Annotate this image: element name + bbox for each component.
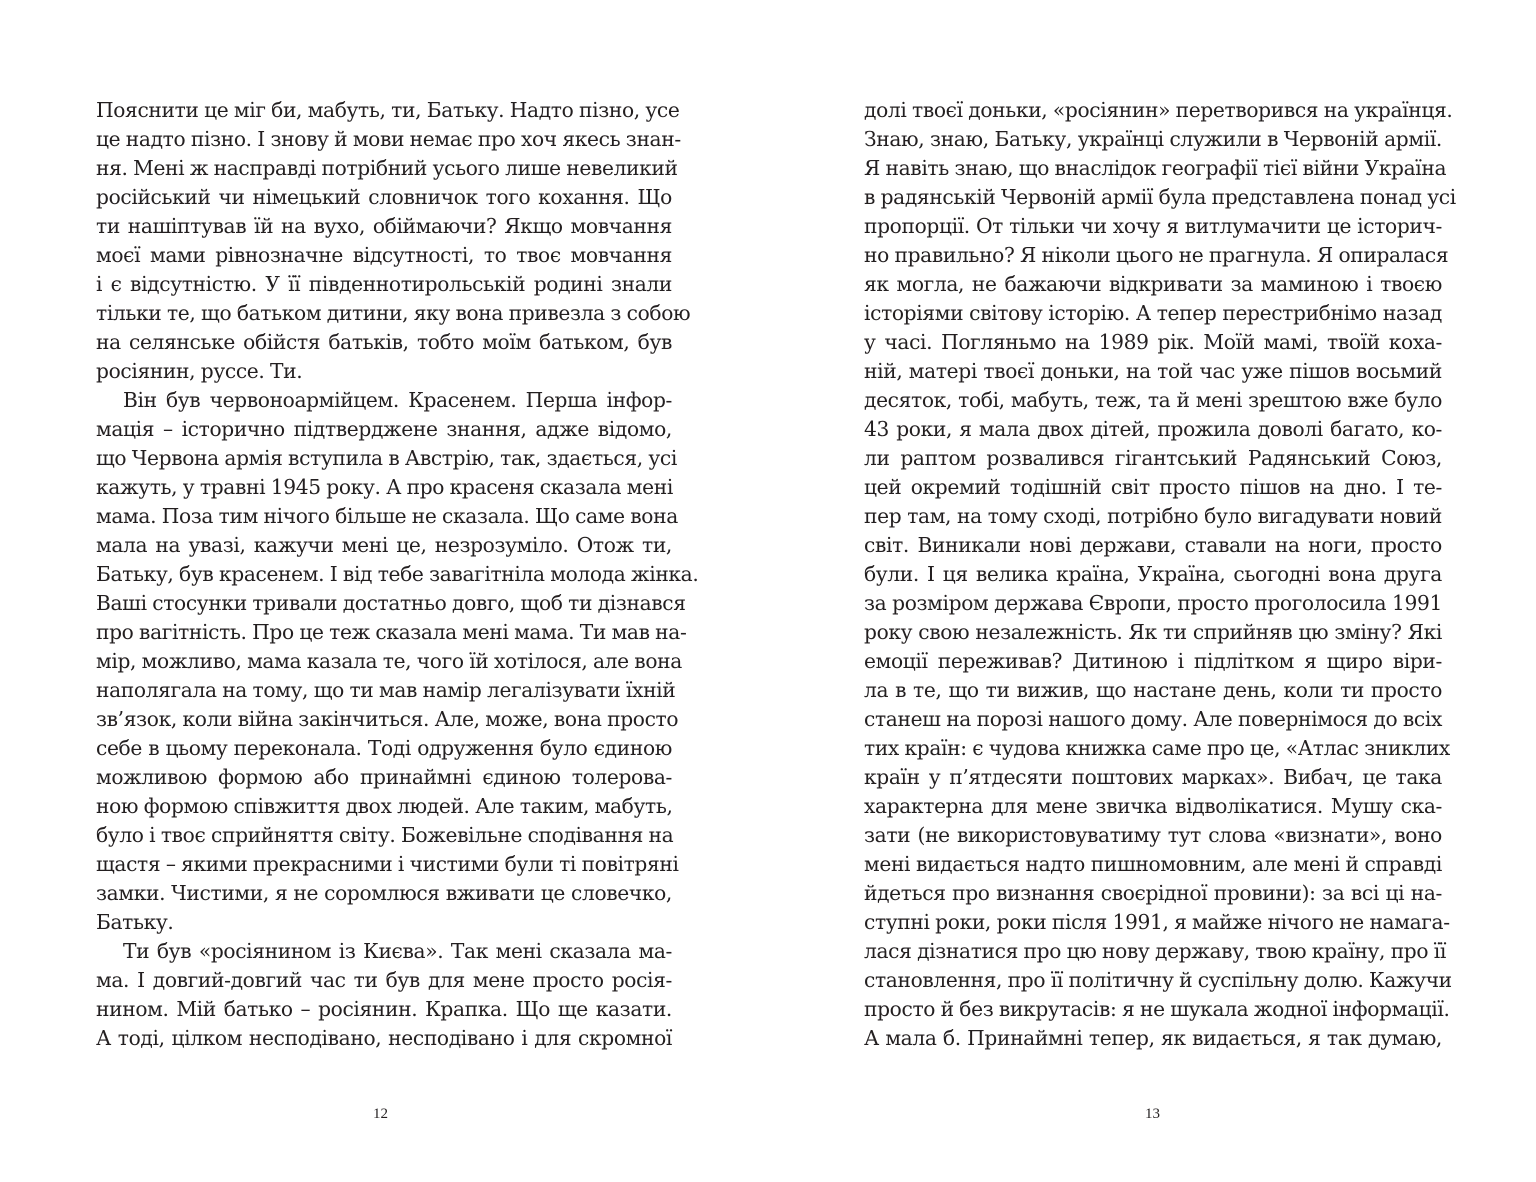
text-line: моєї мами рівнозначне відсутності, то твоє мовчання	[96, 243, 672, 267]
text-line: Він був червоноармійцем. Красенем. Перша інфор-	[123, 388, 672, 412]
text-line: мір, можливо, мама казала те, чого їй хотілося, але вона	[96, 649, 682, 673]
text-line: що Червона армія вступила в Австрію, так, здається, усі	[96, 446, 677, 470]
text-line: А тоді, цілком несподівано, несподівано і для скромної	[96, 1026, 672, 1050]
text-line: були. І ця велика країна, Україна, сьогодні вона друга	[864, 562, 1442, 586]
text-line: становлення, про її політичну й суспільну долю. Кажучи	[864, 968, 1452, 992]
text-line: себе в цьому переконала. Тоді одруження було єдиною	[96, 736, 672, 760]
text-line: історіями світову історію. А тепер перестрибнімо назад	[864, 301, 1442, 325]
text-line: щастя – якими прекрасними і чистими були ті повітряні	[96, 852, 679, 876]
text-line: кажуть, у травні 1945 року. А про красеня сказала мені	[96, 475, 673, 499]
text-line: пропорції. От тільки чи хочу я витлумачити це історич-	[864, 214, 1442, 238]
text-line: світ. Виникали нові держави, ставали на ноги, просто	[864, 533, 1442, 557]
text-line: но правильно? Я ніколи цього не прагнула. Я опиралася	[864, 243, 1449, 267]
text-line: ня. Мені ж насправді потрібний усього лише невеликий	[96, 156, 678, 180]
text-line: мені видається надто пишномовним, але мені й справді	[864, 852, 1442, 876]
text-line: ти нашіптував їй на вухо, обіймаючи? Якщо мовчання	[96, 214, 672, 238]
text-line: ма. І довгий-довгий час ти був для мене просто росія-	[96, 968, 672, 992]
text-line: А мала б. Принаймні тепер, як видається, я так думаю,	[864, 1026, 1442, 1050]
text-line: мама. Поза тим нічого більше не сказала. Що саме вона	[96, 504, 678, 528]
text-line: нином. Мій батько – росіянин. Крапка. Що ще казати.	[96, 997, 672, 1021]
right-page	[768, 0, 1536, 1182]
text-line: наполягала на тому, що ти мав намір легалізувати їхній	[96, 678, 676, 702]
text-line: цей окремий тодішній світ просто пішов на дно. І те-	[864, 475, 1442, 499]
text-line: зати (не використовуватиму тут слова «визнати», воно	[864, 823, 1442, 847]
text-line: за розміром держава Європи, просто проголосила 1991	[864, 591, 1442, 615]
text-line: про вагітність. Про це теж сказала мені мама. Ти мав на-	[96, 620, 687, 644]
text-line: мація – історично підтверджене знання, адже відомо,	[96, 417, 672, 441]
text-line: на селянське обійстя батьків, тобто моїм батьком, був	[96, 330, 672, 354]
left-page-text	[96, 96, 699, 1053]
text-line: російський чи німецький словничок того кохання. Що	[96, 185, 672, 209]
text-line: Ваші стосунки тривали достатньо довго, щоб ти дізнався	[96, 591, 686, 615]
text-line: і є відсутністю. У її південнотирольській родині знали	[96, 272, 672, 296]
text-line: емоції переживав? Дитиною і підлітком я щиро віри-	[864, 649, 1442, 673]
text-line: тільки те, що батьком дитини, яку вона привезла з собою	[96, 301, 691, 325]
text-line: в радянській Червоній армії була представлена понад усі	[864, 185, 1456, 209]
text-line: станеш на порозі нашого дому. Але повернімося до всіх	[864, 707, 1442, 731]
text-line: мала на увазі, кажучи мені це, незрозуміло. Отож ти,	[96, 533, 672, 557]
text-line: ла в те, що ти вижив, що настане день, коли ти просто	[864, 678, 1442, 702]
text-line: ли раптом розвалився гігантський Радянський Союз,	[864, 446, 1442, 470]
text-line: лася дізнатися про цю нову державу, твою країну, про її	[864, 939, 1446, 963]
text-line: зв’язок, коли війна закінчиться. Але, може, вона просто	[96, 707, 679, 731]
text-line: десяток, тобі, мабуть, теж, та й мені зрештою вже було	[864, 388, 1442, 412]
text-line: 43 роки, я мала двох дітей, прожила доволі багато, ко-	[864, 417, 1442, 441]
text-line: просто й без викрутасів: я не шукала жодної інформації.	[864, 997, 1450, 1021]
text-line: це надто пізно. І знову й мови немає про хоч якесь знан-	[96, 127, 681, 151]
text-line: Пояснити це міг би, мабуть, ти, Батьку. Надто пізно, усе	[96, 98, 680, 122]
text-line: замки. Чистими, я не соромлюся вживати це словечко,	[96, 881, 672, 905]
text-line: пер там, на тому сході, потрібно було вигадувати новий	[864, 504, 1442, 528]
page-number: 13	[1145, 1106, 1160, 1122]
page-number: 12	[373, 1106, 388, 1122]
text-line: Батьку, був красенем. І від тебе завагітніла молода жінка.	[96, 562, 699, 586]
text-line: як могла, не бажаючи відкривати за маминою і твоєю	[864, 272, 1442, 296]
text-line: країн у п’ятдесяти поштових марках». Вибач, це така	[864, 765, 1442, 789]
text-line: долі твоєї доньки, «росіянин» перетворився на українця.	[864, 98, 1453, 122]
text-line: було і твоє сприйняття світу. Божевільне сподівання на	[96, 823, 674, 847]
text-line: ній, матері твоєї доньки, на той час уже пішов восьмий	[864, 359, 1442, 383]
text-line: Я навіть знаю, що внаслідок географії тієї війни Україна	[864, 156, 1447, 180]
text-line: йдеться про визнання своєрідної провини): за всі ці на-	[864, 881, 1442, 905]
text-line: Знаю, знаю, Батьку, українці служили в Червоній армії.	[864, 127, 1442, 151]
text-line: можливою формою або принаймні єдиною толерова-	[96, 765, 672, 789]
text-line: характерна для мене звичка відволікатися. Мушу ска-	[864, 794, 1442, 818]
text-line: тих країн: є чудова книжка саме про це, «Атлас зниклих	[864, 736, 1450, 760]
text-line: ступні роки, роки після 1991, я майже нічого не намага-	[864, 910, 1450, 934]
text-line: у часі. Погляньмо на 1989 рік. Моїй мамі, твоїй коха-	[864, 330, 1442, 354]
text-line: Батьку.	[96, 910, 174, 934]
text-line: року свою незалежність. Як ти сприйняв цю зміну? Які	[864, 620, 1442, 644]
text-line: росіянин, руссе. Ти.	[96, 359, 303, 383]
text-line: ною формою співжиття двох людей. Але таким, мабуть,	[96, 794, 673, 818]
text-line: Ти був «росіянином із Києва». Так мені сказала ма-	[123, 939, 672, 963]
right-page-text	[864, 96, 1456, 1053]
